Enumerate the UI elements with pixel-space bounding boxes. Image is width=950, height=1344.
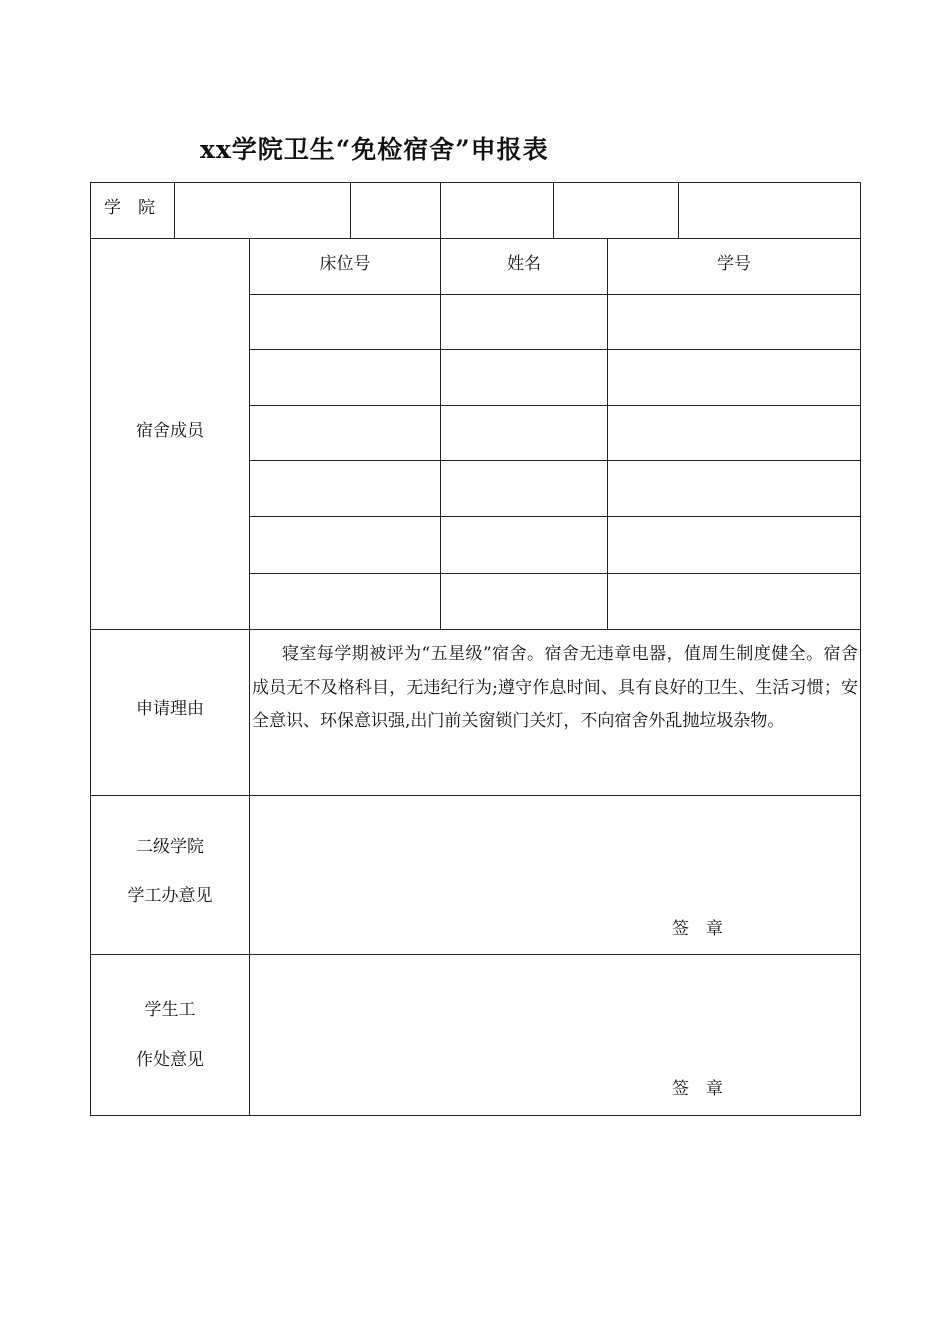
- name-cell[interactable]: [441, 406, 607, 460]
- table-border-right: [860, 182, 861, 1116]
- college-info-cell[interactable]: [441, 183, 553, 238]
- bed-number-cell[interactable]: [250, 461, 440, 516]
- college-name-cell[interactable]: [175, 183, 350, 238]
- college-opinion-seal-label: 签 章: [672, 919, 723, 939]
- student-id-cell[interactable]: [608, 517, 860, 573]
- column-header-name: 姓名: [507, 254, 541, 274]
- name-cell[interactable]: [441, 517, 607, 573]
- student-id-cell[interactable]: [608, 406, 860, 460]
- column-header-bed-number: 床位号: [319, 254, 371, 274]
- college-label: 学 院: [104, 198, 155, 218]
- reason-label: 申请理由: [136, 699, 204, 719]
- college-opinion-field[interactable]: [250, 796, 860, 954]
- bed-number-cell[interactable]: [250, 517, 440, 573]
- name-cell[interactable]: [441, 350, 607, 405]
- college-info-cell[interactable]: [554, 183, 678, 238]
- bed-number-cell[interactable]: [250, 574, 440, 629]
- student-id-cell[interactable]: [608, 350, 860, 405]
- student-affairs-seal-label: 签 章: [672, 1079, 723, 1099]
- page-title: xx学院卫生“免检宿舍”申报表: [200, 135, 549, 164]
- student-id-cell[interactable]: [608, 574, 860, 629]
- student-affairs-label-line-2: 作处意见: [136, 1050, 204, 1070]
- reason-text: 寝室每学期被评为“五星级”宿舍。宿舍无违章电器，值周生制度健全。宿舍成员无不及格科目，无违纪行为;遵守作息时间、具有良好的卫生、生活习惯；安全意识、环保意识强,出门前关窗锁门关灯，不向宿舍外乱抛垃圾杂物。: [252, 644, 858, 731]
- student-affairs-opinion-field[interactable]: [250, 955, 860, 1115]
- name-cell[interactable]: [441, 574, 607, 629]
- student-id-cell[interactable]: [608, 461, 860, 516]
- bed-number-cell[interactable]: [250, 350, 440, 405]
- student-id-cell[interactable]: [608, 295, 860, 349]
- college-info-cell[interactable]: [351, 183, 440, 238]
- name-cell[interactable]: [441, 461, 607, 516]
- table-border-left: [90, 182, 91, 1116]
- student-affairs-label-line-1: 学生工: [144, 1000, 196, 1020]
- name-cell[interactable]: [441, 295, 607, 349]
- bed-number-cell[interactable]: [250, 295, 440, 349]
- members-label: 宿舍成员: [136, 421, 204, 441]
- row-divider: [90, 629, 861, 630]
- row-divider: [90, 238, 861, 239]
- table-border-bottom: [90, 1115, 861, 1116]
- college-opinion-label-line-1: 二级学院: [136, 837, 204, 857]
- column-header-student-id: 学号: [717, 254, 751, 274]
- college-opinion-label-line-2: 学工办意见: [127, 886, 213, 906]
- bed-number-cell[interactable]: [250, 406, 440, 460]
- college-info-cell[interactable]: [679, 183, 860, 238]
